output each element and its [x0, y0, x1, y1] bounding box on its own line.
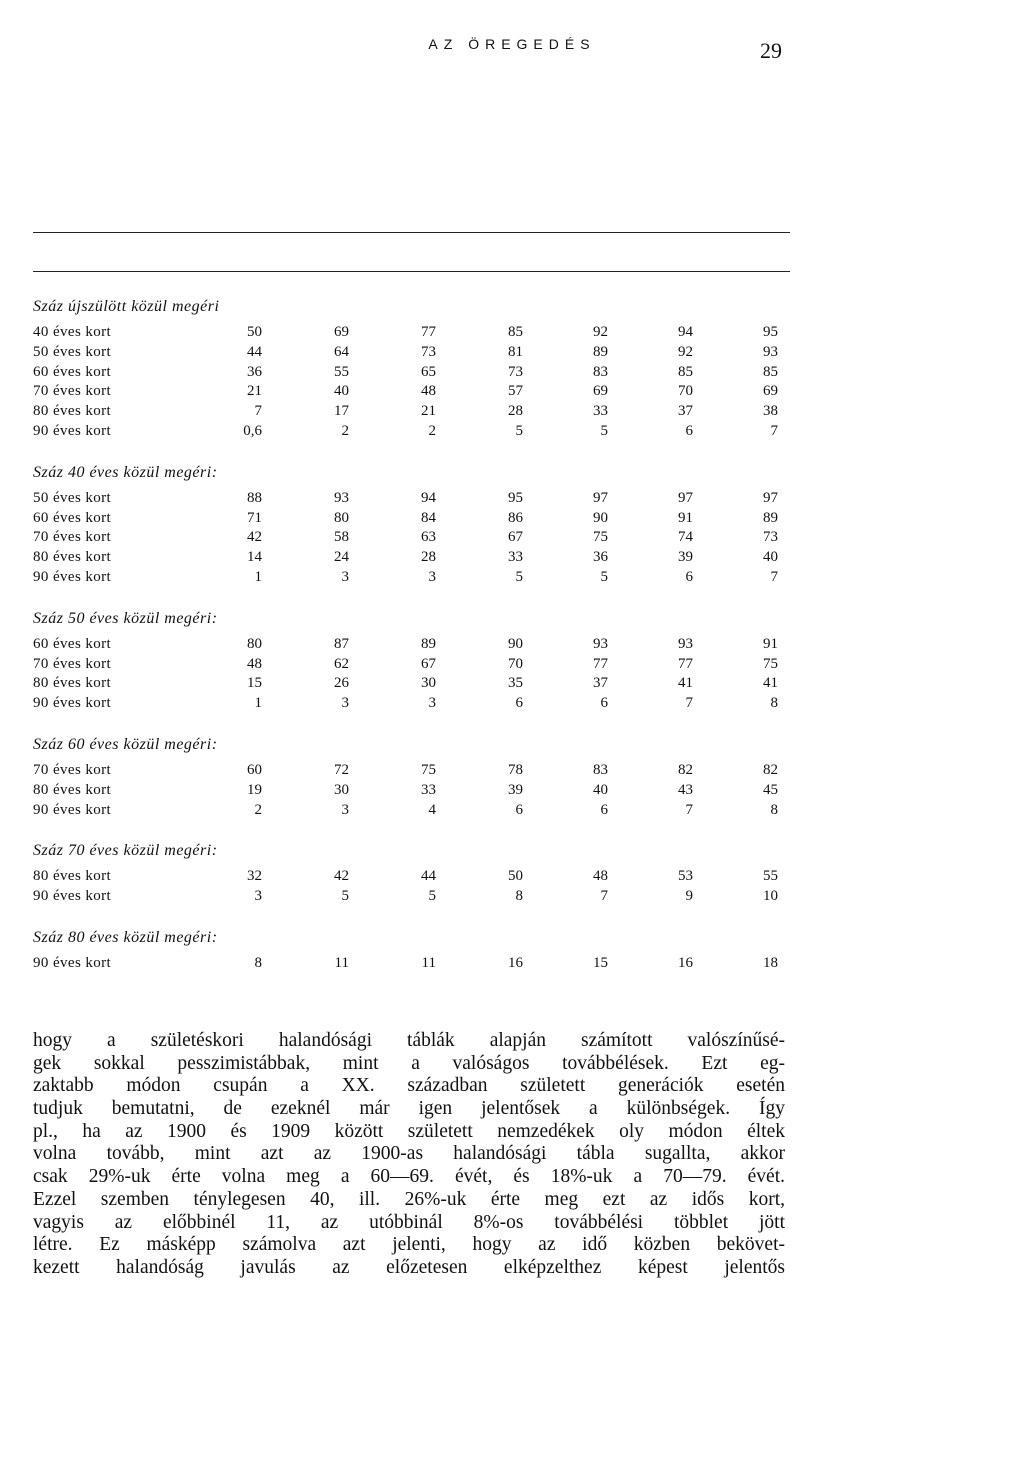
table-row [33, 528, 793, 548]
table-cell: 5 [600, 422, 608, 439]
table-section [33, 840, 793, 907]
table-cell: 58 [334, 529, 349, 546]
text-line: zaktabb módon csupán a XX. században született generációk esetén [33, 1075, 785, 1097]
table-cell: 42 [334, 868, 349, 885]
table-cell: 86 [508, 509, 523, 526]
text-line: gek sokkal pesszimistábbak, mint a valóságos továbbélések. Ezt eg- [33, 1052, 785, 1074]
table-row [33, 402, 793, 422]
row-label: 50 éves kort [33, 489, 112, 506]
table-cell: 3 [341, 568, 349, 585]
table-cell: 21 [421, 403, 436, 420]
table-row [33, 867, 793, 887]
table-cell: 70 [508, 655, 523, 672]
table-cell: 62 [334, 655, 349, 672]
table-cell: 43 [678, 781, 693, 798]
table-cell: 67 [508, 529, 523, 546]
text-line: létre. Ez másképp számolva azt jelenti, hogy az idő közben bekövet- [33, 1234, 785, 1256]
table-cell: 88 [247, 489, 262, 506]
table-section [33, 927, 793, 974]
table-cell: 3 [428, 695, 436, 712]
table-cell: 93 [593, 635, 608, 652]
table-cell: 38 [763, 403, 778, 420]
table-cell: 8 [515, 888, 523, 905]
table-cell: 18 [763, 954, 778, 971]
table-cell: 2 [341, 422, 349, 439]
table-cell: 82 [678, 761, 693, 778]
table-cell: 5 [600, 568, 608, 585]
page-number: 29 [760, 38, 782, 63]
table-cell: 6 [685, 568, 693, 585]
section-heading: Száz 50 éves közül megéri: [33, 609, 218, 627]
table-cell: 37 [678, 403, 693, 420]
table-cell: 75 [763, 655, 778, 672]
table-cell: 24 [334, 549, 349, 566]
row-label: 60 éves kort [33, 363, 112, 380]
running-title: AZ ÖREGEDÉS [428, 36, 596, 52]
text-line: hogy a születéskori halandósági táblák alapján számított valószínűsé- [33, 1030, 785, 1051]
row-label: 80 éves kort [33, 549, 112, 566]
table-cell: 73 [421, 343, 436, 360]
row-label: 40 éves kort [33, 324, 112, 340]
table-cell: 93 [763, 343, 778, 360]
table-cell: 55 [763, 868, 778, 885]
table-cell: 91 [763, 635, 778, 652]
table-cell: 64 [334, 343, 349, 360]
text-line: pl., ha az 1900 és 1909 között született nemzedékek oly módon éltek [33, 1120, 785, 1142]
table-cell: 2 [428, 422, 436, 439]
row-label: 90 éves kort [33, 422, 112, 439]
table-cell: 75 [421, 761, 436, 778]
table-row [33, 954, 793, 974]
table-cell: 2 [254, 801, 262, 818]
table-cell: 55 [334, 363, 349, 380]
table-cell: 10 [763, 888, 778, 905]
table-cell: 89 [763, 509, 778, 526]
table-row [33, 887, 793, 907]
table-cell: 48 [421, 383, 436, 400]
table-cell: 73 [508, 363, 523, 380]
table-header-rule [33, 271, 790, 272]
table-cell: 92 [593, 324, 608, 340]
text-line: vagyis az előbbinél 11, az utóbbinál 8%-os továbbélési többlet jött [33, 1211, 785, 1233]
table-cell: 71 [247, 509, 262, 526]
table-cell: 48 [247, 655, 262, 672]
table-cell: 15 [247, 675, 262, 692]
table-cell: 57 [508, 383, 523, 400]
table-cell: 0,6 [243, 422, 262, 439]
section-heading: Száz 60 éves közül megéri: [33, 735, 218, 753]
table-cell: 7 [254, 403, 262, 420]
table-cell: 35 [508, 675, 523, 692]
table-row [33, 343, 793, 363]
table-cell: 93 [678, 635, 693, 652]
table-cell: 4 [428, 801, 436, 818]
table-cell: 6 [515, 695, 523, 712]
table-row [33, 655, 793, 675]
table-cell: 8 [770, 801, 778, 818]
row-label: 70 éves kort [33, 383, 112, 400]
table-cell: 44 [421, 868, 436, 885]
table-cell: 30 [421, 675, 436, 692]
table-cell: 97 [678, 489, 693, 506]
table-cell: 41 [763, 675, 778, 692]
table-cell: 17 [334, 403, 349, 420]
table-cell: 90 [593, 509, 608, 526]
section-heading: Száz 40 éves közül megéri: [33, 463, 218, 481]
table-cell: 89 [421, 635, 436, 652]
table-cell: 1 [254, 695, 262, 712]
table-cell: 37 [593, 675, 608, 692]
table-cell: 8 [254, 954, 262, 971]
row-label: 70 éves kort [33, 655, 112, 672]
table-cell: 83 [593, 363, 608, 380]
table-cell: 50 [247, 324, 262, 340]
row-label: 70 éves kort [33, 529, 112, 546]
table-cell: 97 [593, 489, 608, 506]
table-cell: 6 [600, 695, 608, 712]
section-heading: Száz 80 éves közül megéri: [33, 928, 218, 946]
row-label: 90 éves kort [33, 954, 112, 971]
table-cell: 94 [421, 489, 436, 506]
table-cell: 41 [678, 675, 693, 692]
table-section [33, 462, 793, 588]
table-row [33, 694, 793, 714]
table-cell: 9 [685, 888, 693, 905]
table-cell: 39 [678, 549, 693, 566]
table-cell: 73 [763, 529, 778, 546]
row-label: 70 éves kort [33, 761, 112, 778]
text-line: csak 29%-uk érte volna meg a 60—69. évét, és 18%-uk a 70—79. évét. [33, 1166, 785, 1188]
table-row [33, 323, 793, 343]
table-row [33, 509, 793, 529]
table-cell: 26 [334, 675, 349, 692]
table-cell: 42 [247, 529, 262, 546]
table-cell: 5 [428, 888, 436, 905]
table-cell: 16 [678, 954, 693, 971]
table-cell: 70 [678, 383, 693, 400]
table-row [33, 674, 793, 694]
text-line: volna tovább, mint azt az 1900-as halandósági tábla sugallta, akkor [33, 1143, 785, 1165]
table-cell: 84 [421, 509, 436, 526]
table-cell: 11 [421, 954, 436, 971]
table-cell: 77 [593, 655, 608, 672]
table-cell: 5 [341, 888, 349, 905]
table-cell: 33 [593, 403, 608, 420]
row-label: 90 éves kort [33, 695, 112, 712]
table-cell: 67 [421, 655, 436, 672]
table-cell: 5 [515, 422, 523, 439]
text-line: tudjuk bemutatni, de ezeknél már igen jelentősek a különbségek. Így [33, 1098, 785, 1120]
table-cell: 80 [334, 509, 349, 526]
table-cell: 16 [508, 954, 523, 971]
table-cell: 33 [421, 781, 436, 798]
text-line: Ezzel szemben ténylegesen 40, ill. 26%-uk érte meg ezt az idős kort, [33, 1188, 785, 1210]
table-cell: 28 [421, 549, 436, 566]
table-row [33, 422, 793, 442]
table-cell: 7 [770, 568, 778, 585]
table-row [33, 382, 793, 402]
table-cell: 65 [421, 363, 436, 380]
table-cell: 1 [254, 568, 262, 585]
table-cell: 7 [685, 801, 693, 818]
table-row [33, 568, 793, 588]
table-cell: 69 [593, 383, 608, 400]
table-cell: 32 [247, 868, 262, 885]
row-label: 60 éves kort [33, 635, 112, 652]
table-cell: 3 [341, 801, 349, 818]
table-cell: 75 [593, 529, 608, 546]
section-heading: Száz újszülött közül megéri [33, 298, 220, 315]
table-cell: 15 [593, 954, 608, 971]
row-label: 50 éves kort [33, 343, 112, 360]
table-cell: 69 [334, 324, 349, 340]
row-label: 80 éves kort [33, 868, 112, 885]
table-cell: 85 [508, 324, 523, 340]
table-cell: 80 [247, 635, 262, 652]
table-cell: 95 [763, 324, 778, 340]
table-cell: 33 [508, 549, 523, 566]
table-cell: 40 [334, 383, 349, 400]
table-row [33, 761, 793, 781]
survival-table [33, 296, 793, 994]
table-cell: 89 [593, 343, 608, 360]
table-cell: 40 [593, 781, 608, 798]
table-cell: 83 [593, 761, 608, 778]
table-row [33, 363, 793, 383]
table-cell: 7 [770, 422, 778, 439]
table-cell: 69 [763, 383, 778, 400]
table-cell: 50 [508, 868, 523, 885]
table-section [33, 734, 793, 820]
table-cell: 78 [508, 761, 523, 778]
table-cell: 14 [247, 549, 262, 566]
table-cell: 39 [508, 781, 523, 798]
row-label: 90 éves kort [33, 568, 112, 585]
table-cell: 90 [508, 635, 523, 652]
table-row [33, 801, 793, 821]
table-cell: 93 [334, 489, 349, 506]
table-cell: 7 [600, 888, 608, 905]
table-row [33, 781, 793, 801]
table-cell: 44 [247, 343, 262, 360]
table-cell: 8 [770, 695, 778, 712]
table-cell: 92 [678, 343, 693, 360]
row-label: 80 éves kort [33, 675, 112, 692]
table-cell: 36 [247, 363, 262, 380]
table-row [33, 489, 793, 509]
row-label: 90 éves kort [33, 801, 112, 818]
table-cell: 81 [508, 343, 523, 360]
table-cell: 6 [685, 422, 693, 439]
table-cell: 45 [763, 781, 778, 798]
table-top-rule [33, 232, 790, 233]
table-cell: 36 [593, 549, 608, 566]
table-cell: 85 [763, 363, 778, 380]
section-heading: Száz 70 éves közül megéri: [33, 842, 218, 860]
row-label: 60 éves kort [33, 509, 112, 526]
table-section [33, 296, 793, 442]
table-cell: 82 [763, 761, 778, 778]
table-cell: 21 [247, 383, 262, 400]
table-row [33, 635, 793, 655]
table-cell: 28 [508, 403, 523, 420]
text-line: kezett halandóság javulás az előzetesen elképzelthez képest jelentős [33, 1256, 785, 1278]
table-cell: 6 [600, 801, 608, 818]
table-cell: 6 [515, 801, 523, 818]
table-cell: 77 [421, 324, 436, 340]
table-row [33, 548, 793, 568]
table-cell: 94 [678, 324, 693, 340]
table-cell: 11 [334, 954, 349, 971]
table-cell: 91 [678, 509, 693, 526]
table-cell: 40 [763, 549, 778, 566]
table-cell: 7 [685, 695, 693, 712]
table-cell: 87 [334, 635, 349, 652]
table-cell: 30 [334, 781, 349, 798]
table-cell: 97 [763, 489, 778, 506]
table-cell: 3 [254, 888, 262, 905]
table-cell: 3 [341, 695, 349, 712]
table-cell: 3 [428, 568, 436, 585]
row-label: 80 éves kort [33, 781, 112, 798]
table-cell: 72 [334, 761, 349, 778]
body-paragraph [33, 1030, 785, 1280]
table-cell: 77 [678, 655, 693, 672]
table-cell: 19 [247, 781, 262, 798]
table-section [33, 608, 793, 714]
row-label: 80 éves kort [33, 403, 112, 420]
table-cell: 85 [678, 363, 693, 380]
table-cell: 95 [508, 489, 523, 506]
table-cell: 63 [421, 529, 436, 546]
table-cell: 53 [678, 868, 693, 885]
row-label: 90 éves kort [33, 888, 112, 905]
table-cell: 5 [515, 568, 523, 585]
table-cell: 48 [593, 868, 608, 885]
table-cell: 74 [678, 529, 693, 546]
table-cell: 60 [247, 761, 262, 778]
